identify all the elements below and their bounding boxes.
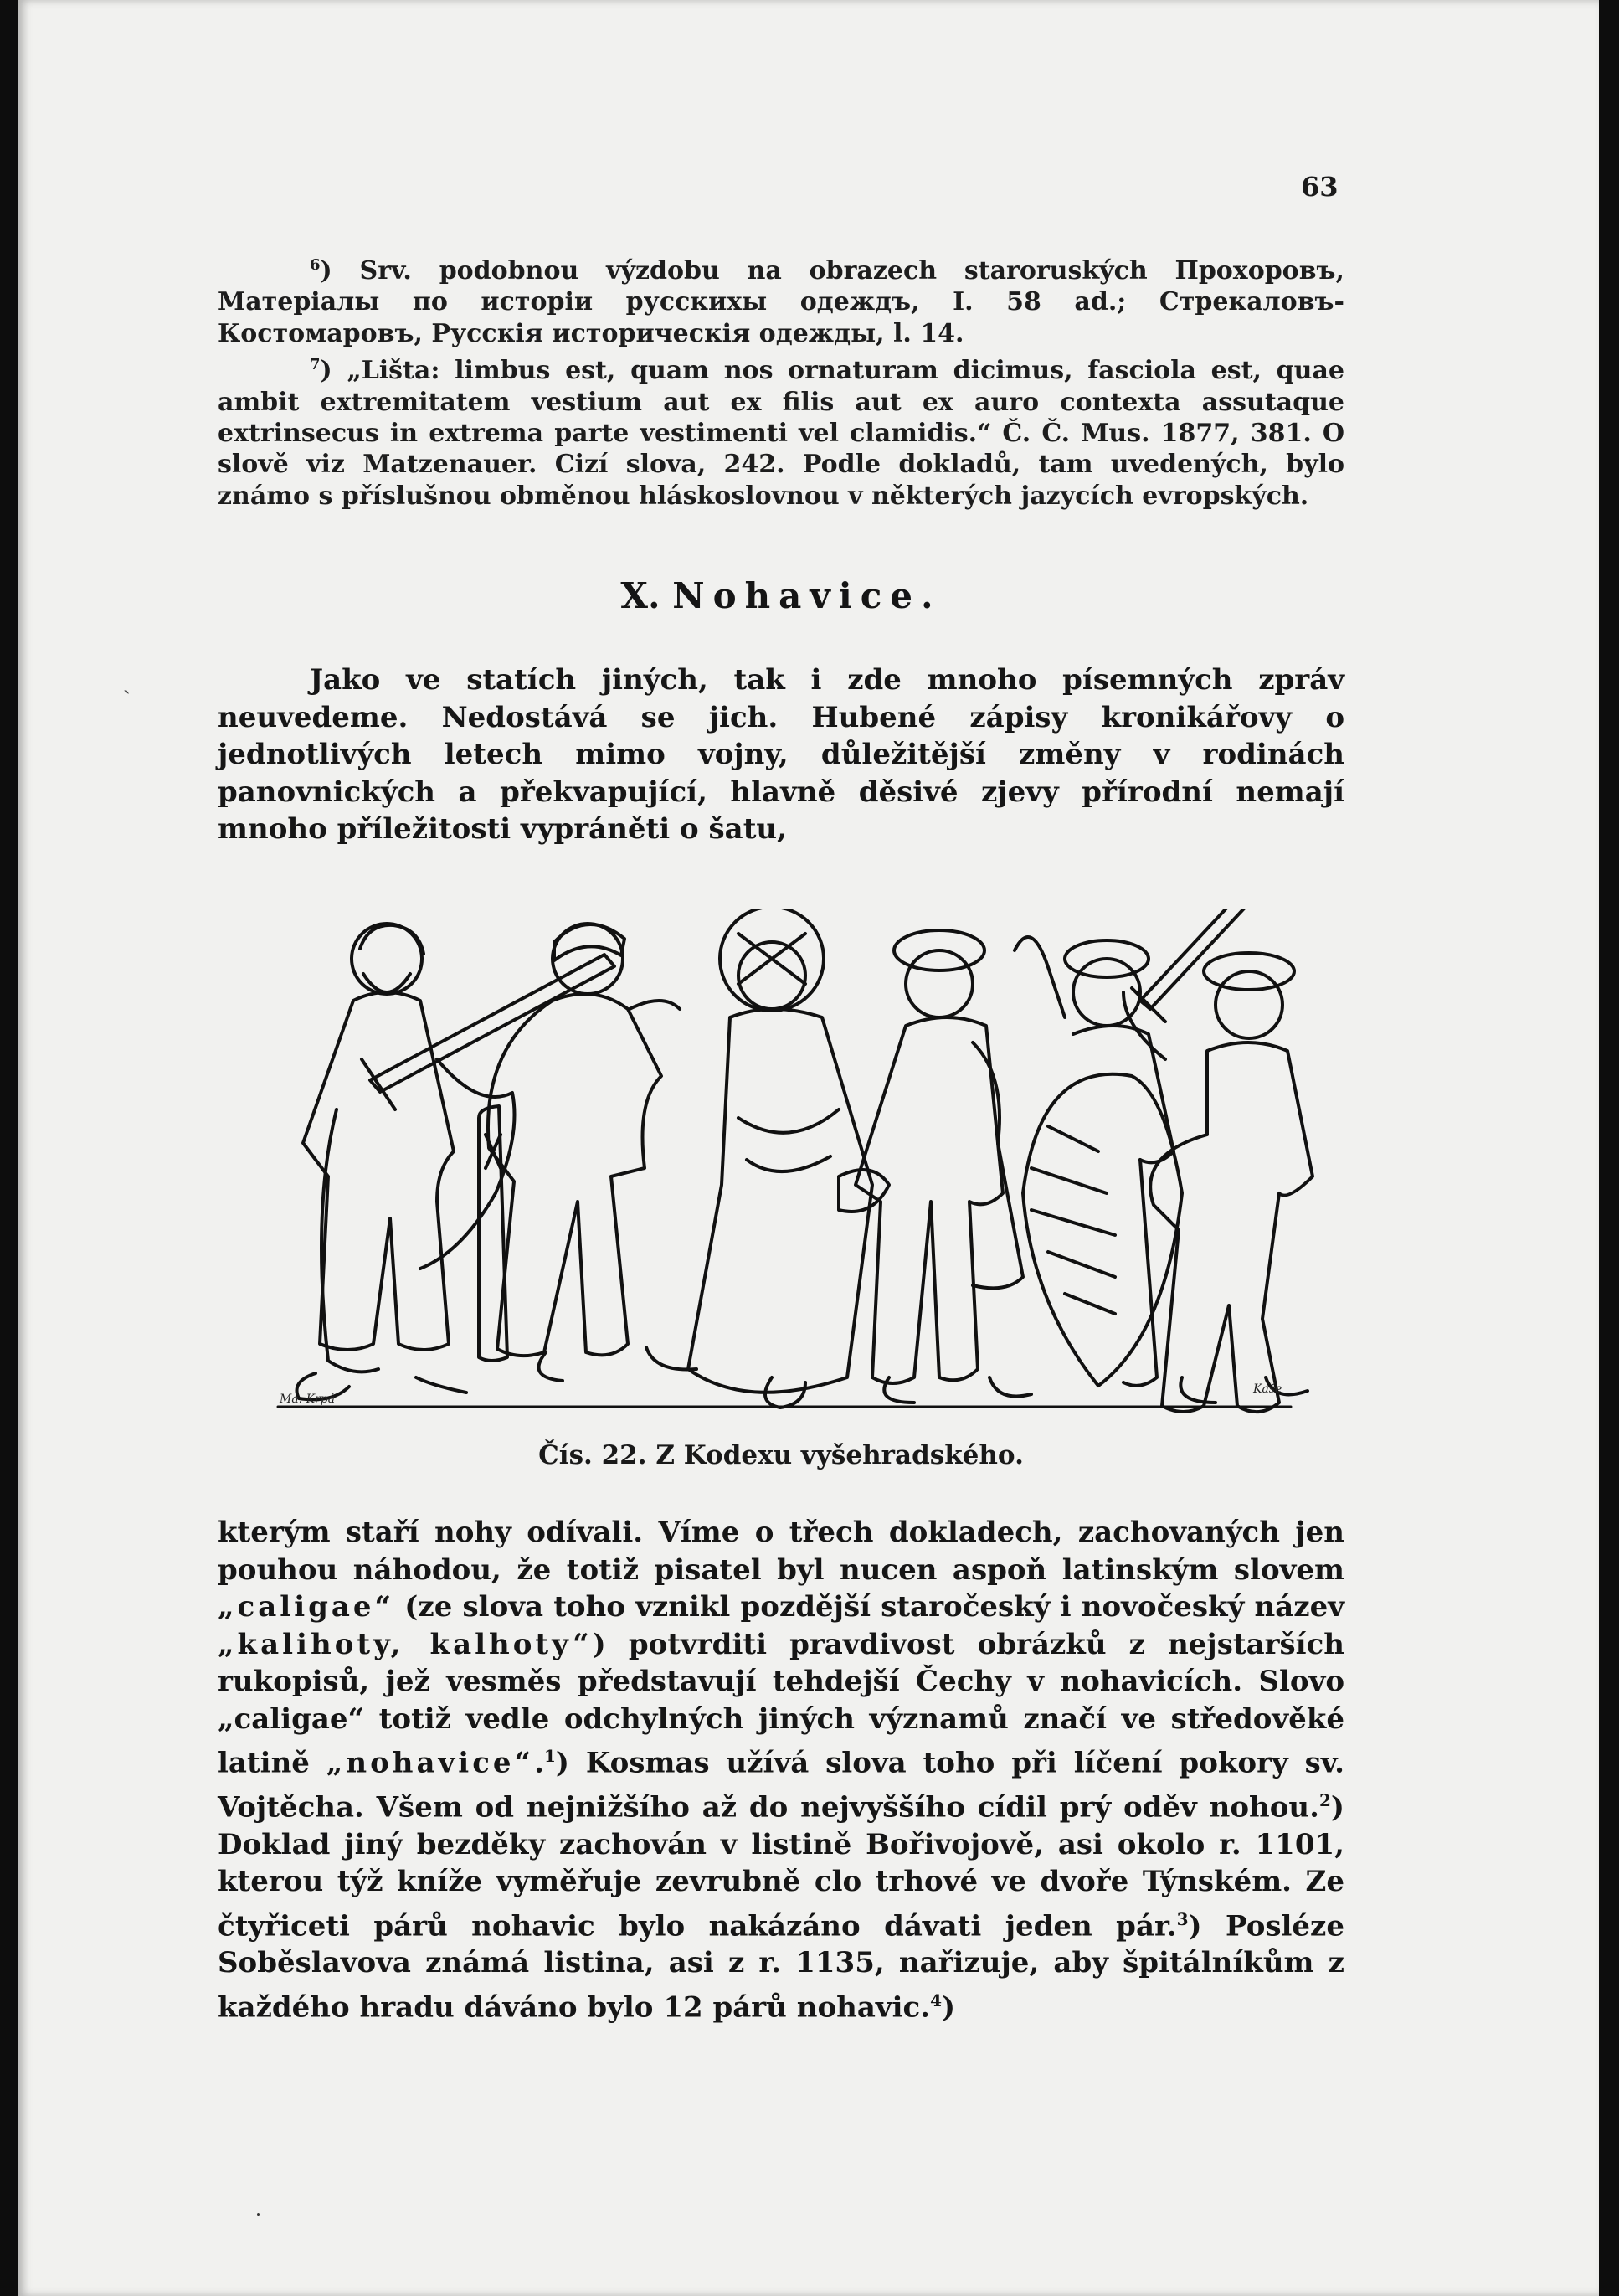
figure-caption: Čís. 22. Z Kodexu vyšehradského.	[538, 1440, 1024, 1470]
footnote-text: Srv. podobnou výzdobu na obrazech staroruských Прохоровъ, Матеріалы по исторіи русскихы одеждъ, I. 58 ad.; Стрекаловъ-Костомаровъ, Русскія историческія одежды, l. 14.	[218, 256, 1344, 348]
text-run: )	[942, 1990, 956, 2025]
codex-illustration	[270, 909, 1349, 1423]
figure-shield-bearer	[1015, 937, 1182, 1386]
figure-captor-2	[856, 930, 1031, 1403]
text-run: ) Doklad jiný bezděky zachován v listině Bořivojově, asi okolo r. 1101, kterou týž kníže vyměřuje zevrubně clo trhové ve dvoře Týnském. Ze čtyřiceti párů nohavic bylo nakázáno dávati jeden pár.	[218, 1790, 1344, 1943]
page	[18, 0, 1599, 2296]
scan-edge	[1599, 0, 1619, 2296]
footnote: $^7$) „Lišta: limbus est, quam nos ornaturam dicimus, fasciola est, quae ambit extremitatem vestium aut ex filis aut ex auro contexta assutaque extrinsecus in extrema parte vestimenti vel clamidis.“ Č. Č. Mus. 1877, 381. O slově viz Matzenauer. Cizí slova, 242. Podle dokladů, tam uvedených, bylo známo s příslušnou obměnou hláskoslovnou v některých jazycích evropských.	[218, 356, 1344, 511]
figure-elder	[297, 924, 515, 1399]
chapter-title: Nohavice.	[672, 575, 942, 616]
intro-paragraph: Jako ve statích jiných, tak i zde mnoho písemných zpráv neuvedeme. Nedostává se jich. Hubené zápisy kronikářovy o jednotlivých letech mimo vojny, důležitější změny v rodinách panovnických a překvapující, hlavně děsivé zjevy přírodní nemají mnoho příležitosti vypráněti o šatu,	[218, 663, 1344, 846]
illustration-figure	[270, 909, 1349, 1423]
text-run: (ze slova toho vznikl pozdější staročeský i novočeský název	[394, 1590, 1344, 1624]
footnote-text: „Lišta: limbus est, quam nos ornaturam dicimus, fasciola est, quae ambit extremitatem vestium aut ex filis aut ex auro contexta assutaque extrinsecus in extrema parte vestimenti vel clamidis.“ Č. Č. Mus. 1877, 381. O slově viz Matzenauer. Cizí slova, 242. Podle dokladů, tam uvedených, bylo známo s příslušnou obměnou hláskoslovnou v některých jazycích evropských.	[218, 356, 1344, 511]
footnote-reference: 2	[1318, 1789, 1331, 1810]
latin-term: „caligae“	[218, 1590, 395, 1624]
footnote-reference: 4	[930, 1990, 943, 2010]
text-run: ) Kosmas užívá slova toho při líčení pokory sv. Vojtěcha. Všem od nejnižšího až do nejvyššího cídil prý oděv nohou.	[218, 1746, 1344, 1825]
text-run: kterým staří nohy odívali. Víme o třech dokladech, zachovaných jen pouhou náhodou, že totiž pisatel byl nucen aspoň latinským slovem	[218, 1516, 1344, 1587]
text-run: .	[534, 1746, 544, 1780]
czech-term: „nohavice“	[326, 1746, 535, 1780]
continuation-section	[218, 1514, 1344, 2026]
figure-swordsman	[1123, 909, 1313, 1412]
figure-captor-1	[488, 924, 696, 1381]
illustrator-signature-left: Ma. Krpá	[280, 1393, 336, 1406]
text-run: ) Posléze Soběslavova známá listina, asi z r. 1135, nařizuje, aby špitálníkům z každého hradu dáváno bylo 12 párů nohavic.	[218, 1908, 1344, 2025]
page-number: 63	[1301, 171, 1339, 203]
scan-speck: ˙	[253, 2211, 264, 2236]
figure-christ	[688, 909, 889, 1408]
footnote: $^6$) Srv. podobnou výzdobu na obrazech staroruských Прохоровъ, Матеріалы по исторіи русскихы одеждъ, I. 58 ad.; Стрекаловъ-Костомаровъ, Русскія историческія одежды, l. 14.	[218, 256, 1344, 348]
scan-speck: ˎ	[123, 670, 131, 695]
chapter-number: X.	[620, 575, 660, 616]
footnote-reference: 3	[1176, 1908, 1189, 1929]
sword-left	[362, 955, 614, 1361]
illustrator-signature-right: Kaše	[1253, 1382, 1282, 1396]
czech-term: „kalihoty, kalhoty“	[218, 1627, 593, 1661]
footnotes	[218, 250, 1344, 512]
footnote-mark: 7	[310, 356, 321, 374]
chapter-heading	[218, 575, 1344, 616]
footnote-mark: 6	[310, 256, 321, 274]
footnote-reference: 1	[543, 1746, 556, 1766]
intro-section	[218, 662, 1344, 848]
text-run: ) potvrditi pravdivost obrázků z nejstarších rukopisů, jež vesměs představují tehdejší Čechy v nohavicích. Slovo „caligae“ totiž vedle odchylných jiných významů značí ve středověké latině	[218, 1627, 1344, 1780]
continuation-paragraph	[218, 1514, 1344, 2026]
